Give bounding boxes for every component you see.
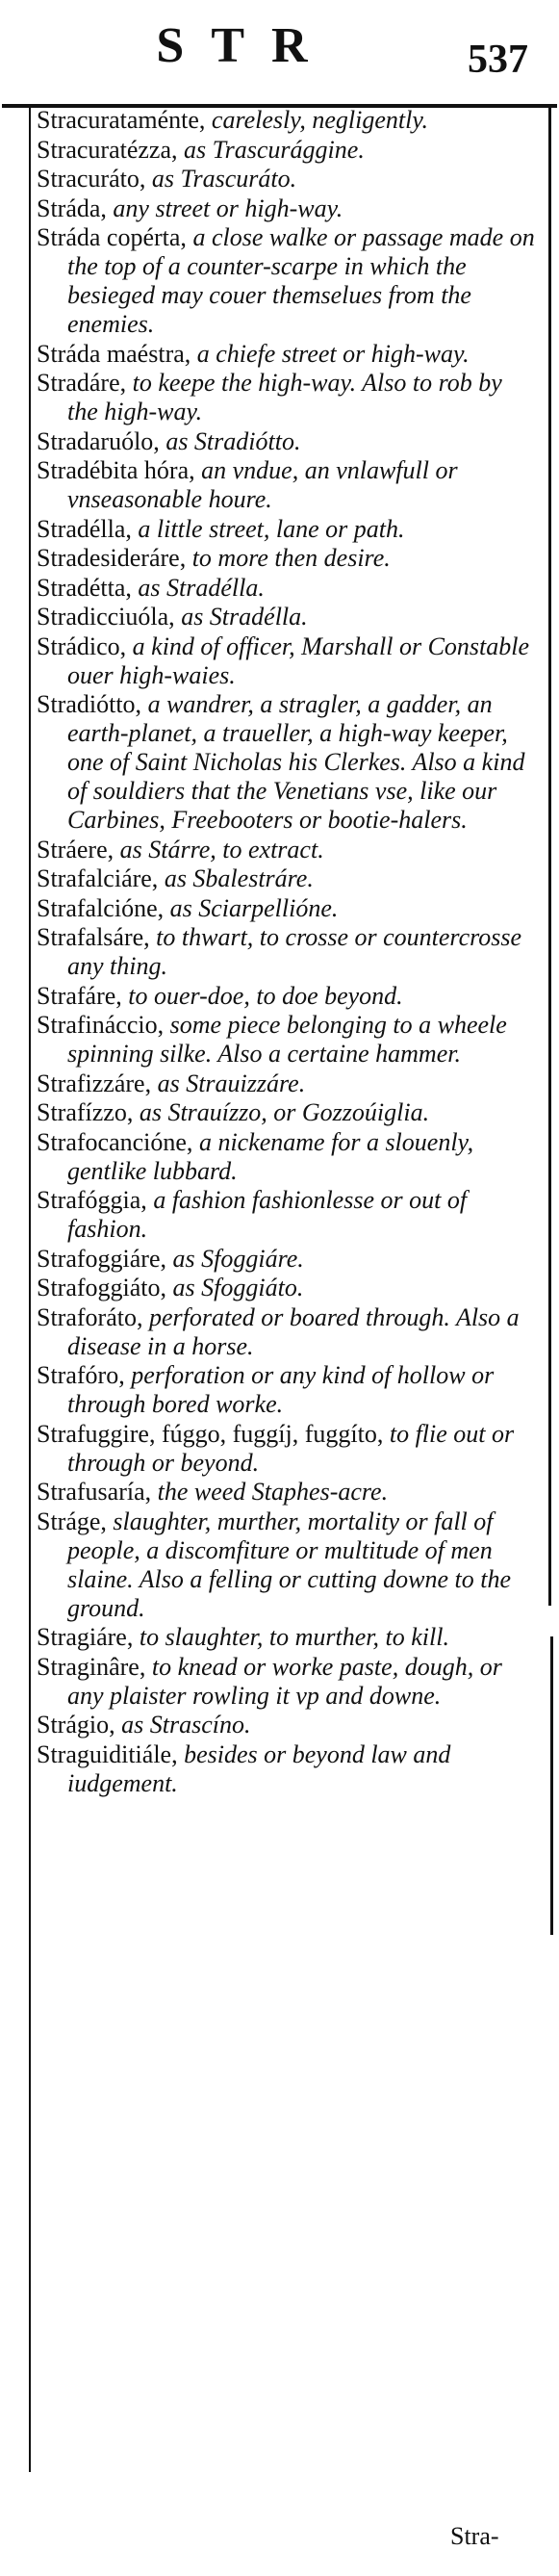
entry-headword: Stradétta, (37, 573, 132, 602)
dictionary-entry (37, 574, 537, 603)
entry-definition: as Stradiótto. (165, 426, 301, 455)
dictionary-entry (37, 1711, 537, 1739)
entry-definition: as Strascíno. (121, 1711, 251, 1739)
entry-definition: to slaughter, to murther, to kill. (139, 1623, 449, 1651)
entry-definition: to flie out or through or beyond. (67, 1419, 515, 1477)
entry-headword: Strafoggiáre, (37, 1244, 167, 1273)
entry-definition: a fashion fashionlesse or out of fashion. (67, 1186, 468, 1243)
entry-headword: Strafáre, (37, 981, 122, 1010)
entry-headword: Straforáto, (37, 1302, 143, 1331)
entry-headword: Stradáre, (37, 369, 127, 397)
entry-definition: as Stárre, to extract. (119, 835, 324, 863)
entry-headword: Stráge, (37, 1507, 107, 1535)
left-margin-rule (29, 104, 31, 2472)
dictionary-entry (37, 690, 537, 835)
dictionary-entry (37, 1186, 537, 1244)
dictionary-entry (37, 1361, 537, 1419)
dictionary-entry (37, 194, 537, 223)
entry-headword: Stradélla, (37, 514, 132, 543)
entry-headword: Strágio, (37, 1711, 115, 1739)
entry-definition: as Strauizzáre. (157, 1069, 306, 1097)
entry-headword: Strafalcióne, (37, 893, 165, 922)
dictionary-entry (37, 1740, 537, 1798)
page-number: 537 (468, 38, 528, 82)
running-head: STR (156, 18, 335, 73)
entry-headword: Stráere, (37, 835, 114, 863)
entry-headword: Strafináccio, (37, 1011, 165, 1039)
entry-headword: Strafóro, (37, 1361, 125, 1389)
dictionary-entry (37, 1420, 537, 1478)
dictionary-entry (37, 427, 537, 456)
dictionary-entry (37, 1245, 537, 1274)
entry-headword: Strafizzáre, (37, 1069, 152, 1097)
dictionary-entry (37, 1274, 537, 1302)
entry-definition: as Trascuráto. (151, 165, 297, 193)
entry-headword: Strádico, (37, 631, 127, 660)
dictionary-entry (37, 456, 537, 514)
entry-definition: to keepe the high-way. Also to rob by the high-way. (67, 369, 502, 425)
dictionary-entry (37, 864, 537, 893)
entry-definition: the weed Staphes-acre. (157, 1478, 389, 1506)
entry-headword: Stráda copérta, (37, 223, 187, 251)
dictionary-entry (37, 340, 537, 369)
entry-definition: a close walke or passage made on the top of a counter-scarpe in which the besieged may couer themselues from the enemies. (67, 223, 535, 338)
entry-definition: perforated or boared through. Also a disease in a horse. (67, 1302, 520, 1360)
dictionary-entry (37, 894, 537, 923)
entry-headword: Stradesideráre, (37, 544, 187, 572)
entry-definition: to knead or worke paste, dough, or any plaister rowling it vp and downe. (67, 1652, 502, 1710)
right-margin-rule (548, 104, 551, 1606)
entry-headword: Strafóggia, (37, 1186, 147, 1214)
entry-headword: Stradicciuóla, (37, 603, 175, 631)
entry-headword: Stradaruólo, (37, 426, 160, 455)
catchword: Stra- (450, 2522, 499, 2550)
dictionary-entry (37, 544, 537, 573)
entry-headword: Strafoggiáto, (37, 1274, 167, 1301)
entry-definition: any street or high-way. (113, 193, 343, 222)
entry-headword: Stráda maéstra, (37, 339, 191, 368)
entry-headword: Strafuggire, fúggo, fuggíj, fuggíto, (37, 1419, 384, 1448)
entry-definition: as Sfoggiáre. (172, 1244, 304, 1273)
entry-headword: Stracurataménte, (37, 106, 206, 134)
dictionary-entry (37, 982, 537, 1011)
entry-definition: as Trascurággine. (184, 135, 365, 164)
entry-definition: an vndue, an vnlawfull or vnseasonable houre. (67, 456, 458, 513)
entry-headword: Strafalciáre, (37, 864, 159, 892)
entry-definition: as Sciarpellióne. (169, 893, 339, 922)
dictionary-entry (37, 1507, 537, 1623)
entry-definition: as Sbalestráre. (164, 864, 314, 892)
entry-headword: Strafocancióne, (37, 1127, 193, 1156)
dictionary-entry (37, 836, 537, 864)
dictionary-entry (37, 1623, 537, 1652)
dictionary-entry (37, 923, 537, 981)
entry-definition: slaughter, murther, mortality or fall of people, a discomfiture or multitude of men slaine. Also a felling or cutting downe to the ground. (67, 1507, 511, 1622)
entry-headword: Strafízzo, (37, 1098, 134, 1126)
entry-headword: Strafusaría, (37, 1478, 152, 1506)
entry-definition: as Strauízzo, or Gozzoúiglia. (139, 1098, 430, 1126)
entry-definition: as Stradélla. (181, 603, 308, 631)
dictionary-entry (37, 632, 537, 690)
entry-headword: Stracuráto, (37, 165, 146, 193)
entry-definition: besides or beyond law and iudgement. (67, 1739, 451, 1797)
entry-definition: to ouer-doe, to doe beyond. (128, 981, 403, 1010)
dictionary-entry (37, 223, 537, 339)
entry-headword: Stráda, (37, 193, 107, 222)
dictionary-entry (37, 165, 537, 193)
entry-definition: perforation or any kind of hollow or through bored worke. (67, 1361, 495, 1418)
entry-headword: Stradébita hóra, (37, 456, 195, 484)
entry-definition: a wandrer, a stragler, a gadder, an earth-planet, a traueller, a high-way keeper, one of Saint Nicholas his Clerkes. Also a kind of souldiers that the Venetians vse, like our Carbines, Freebooters or bootie-halers. (67, 690, 525, 834)
dictionary-entry (37, 1098, 537, 1127)
entry-definition: to more then desire. (191, 544, 391, 572)
entry-headword: Straguiditiále, (37, 1739, 178, 1768)
dictionary-entry (37, 603, 537, 631)
page-header (0, 0, 559, 96)
entry-definition: to thwart, to crosse or countercrosse any thing. (67, 923, 522, 980)
dictionary-entry (37, 106, 537, 135)
entry-definition: a chiefe street or high-way. (196, 339, 470, 368)
dictionary-entry (37, 515, 537, 544)
entry-headword: Strafalsáre, (37, 923, 150, 951)
dictionary-entry (37, 1128, 537, 1186)
dictionary-entry (37, 1011, 537, 1069)
dictionary-entries (37, 106, 537, 1798)
entry-definition: a kind of officer, Marshall or Constable ouer high-waies. (67, 631, 530, 689)
dictionary-entry (37, 1303, 537, 1361)
dictionary-entry (37, 1653, 537, 1711)
entry-definition: as Stradélla. (138, 573, 265, 602)
right-margin-rule-lower (550, 1636, 553, 1935)
entry-headword: Straginâre, (37, 1652, 146, 1681)
entry-definition: as Sfoggiáto. (172, 1274, 304, 1301)
entry-headword: Stracuratézza, (37, 135, 178, 164)
dictionary-entry (37, 1478, 537, 1507)
dictionary-entry (37, 369, 537, 426)
dictionary-entry (37, 1069, 537, 1098)
entry-definition: carelesly, negligently. (211, 106, 428, 134)
dictionary-entry (37, 136, 537, 165)
entry-headword: Stradiótto, (37, 690, 142, 718)
entry-definition: a nickename for a slouenly, gentlike lubbard. (67, 1127, 474, 1185)
entry-headword: Stragiáre, (37, 1623, 134, 1651)
entry-definition: a little street, lane or path. (138, 514, 405, 543)
entry-definition: some piece belonging to a wheele spinning silke. Also a certaine hammer. (67, 1011, 507, 1068)
